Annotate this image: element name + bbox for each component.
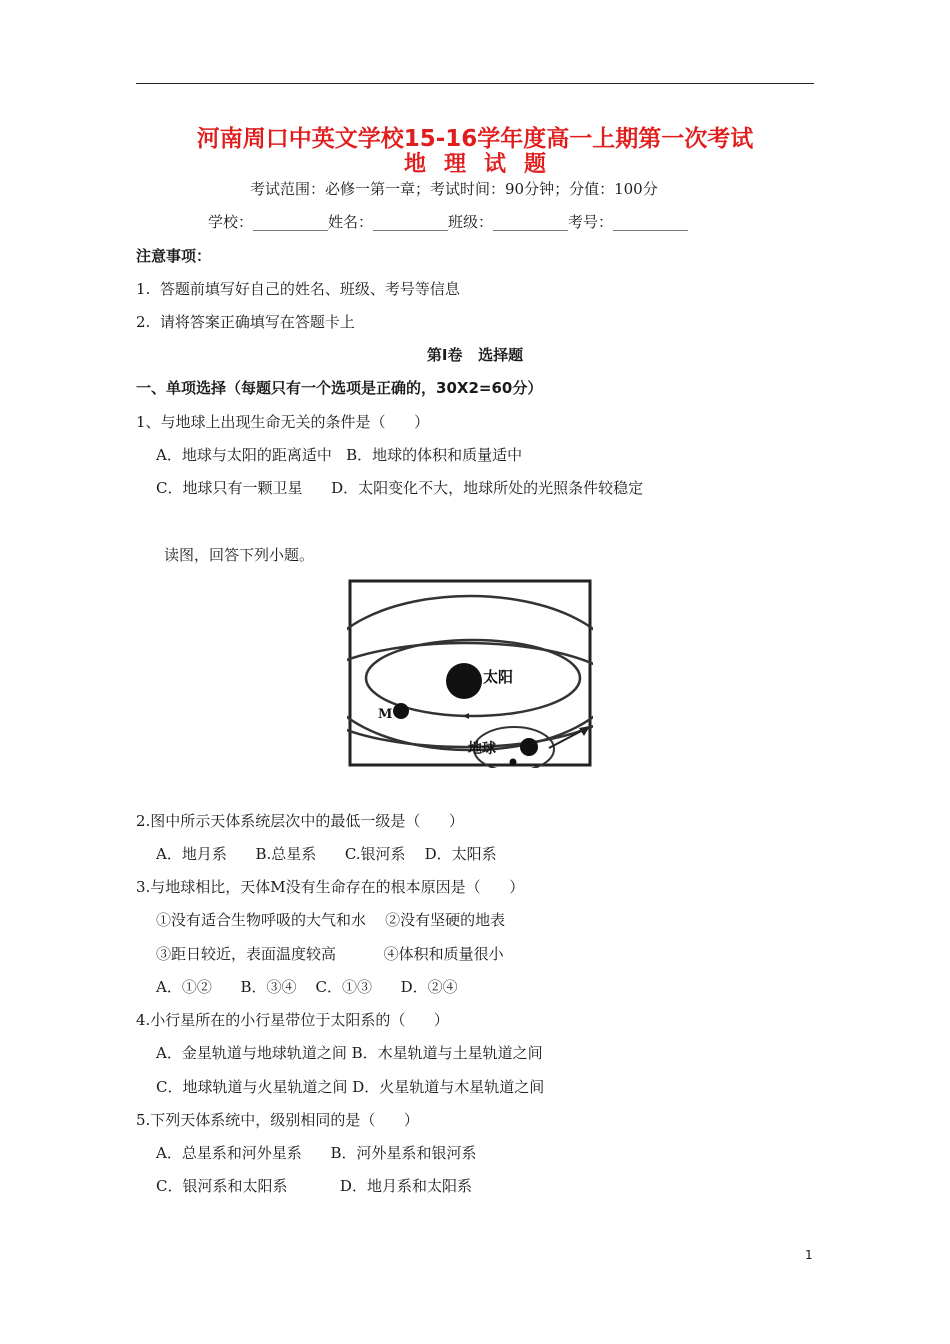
question-2-options: A．地月系 B.总星系 C.银河系 D．太阳系 xyxy=(156,845,497,863)
student-info-fields: 学校：__________姓名：__________班级：__________考号：__________ xyxy=(208,213,689,231)
notice-item: 1. 答题前填写好自己的姓名、班级、考号等信息 xyxy=(136,280,460,298)
question-4-stem: 4.小行星所在的小行星带位于太阳系的（ ） xyxy=(136,1011,449,1029)
question-3-stem: 3.与地球相比，天体M没有生命存在的根本原因是（ ） xyxy=(136,878,525,896)
question-4-options: C．地球轨道与火星轨道之间 D．火星轨道与木星轨道之间 xyxy=(156,1078,545,1096)
question-5-options: C．银河系和太阳系 D．地月系和太阳系 xyxy=(156,1177,472,1195)
page-number: 1 xyxy=(805,1248,813,1262)
volume-heading: 第Ⅰ卷 选择题 xyxy=(426,346,524,364)
notice-item: 2. 请将答案正确填写在答题卡上 xyxy=(136,313,355,331)
header-rule xyxy=(136,83,814,84)
sun-label: 太阳 xyxy=(483,668,514,686)
question-1-options: A．地球与太阳的距离适中 B．地球的体积和质量适中 xyxy=(156,446,523,464)
question-3-options: A．①② B．③④ C．①③ D．②④ xyxy=(156,978,458,996)
question-4-options: A．金星轨道与地球轨道之间 B．木星轨道与土星轨道之间 xyxy=(156,1044,543,1062)
solar-system-diagram xyxy=(347,578,593,768)
question-3-statement: ③距日较近，表面温度较高 ④体积和质量很小 xyxy=(156,945,504,963)
section-heading: 一、单项选择（每题只有一个选项是正确的，30X2=60分） xyxy=(136,379,543,397)
question-2-stem: 2.图中所示天体系统层次中的最低一级是（ ） xyxy=(136,812,464,830)
exam-info: 考试范围：必修一第一章；考试时间：90分钟；分值：100分 xyxy=(250,180,658,198)
question-1-stem: 1、与地球上出现生命无关的条件是（ ） xyxy=(136,413,430,431)
question-3-statement: ①没有适合生物呼吸的大气和水 ②没有坚硬的地表 xyxy=(156,911,506,929)
question-5-stem: 5.下列天体系统中，级别相同的是（ ） xyxy=(136,1111,419,1129)
exam-title: 河南周口中英文学校15-16学年度高一上期第一次考试 xyxy=(196,126,754,152)
question-1-options: C．地球只有一颗卫星 D．太阳变化不大，地球所处的光照条件较稳定 xyxy=(156,479,644,497)
exam-subject: 地理试题 xyxy=(403,152,564,177)
planet-m-label: M xyxy=(378,707,393,722)
notice-heading: 注意事项： xyxy=(136,247,212,265)
earth-label: 地球 xyxy=(468,741,496,757)
question-5-options: A．总星系和河外星系 B．河外星系和银河系 xyxy=(156,1144,477,1162)
read-prompt: 读图，回答下列小题。 xyxy=(164,546,315,564)
